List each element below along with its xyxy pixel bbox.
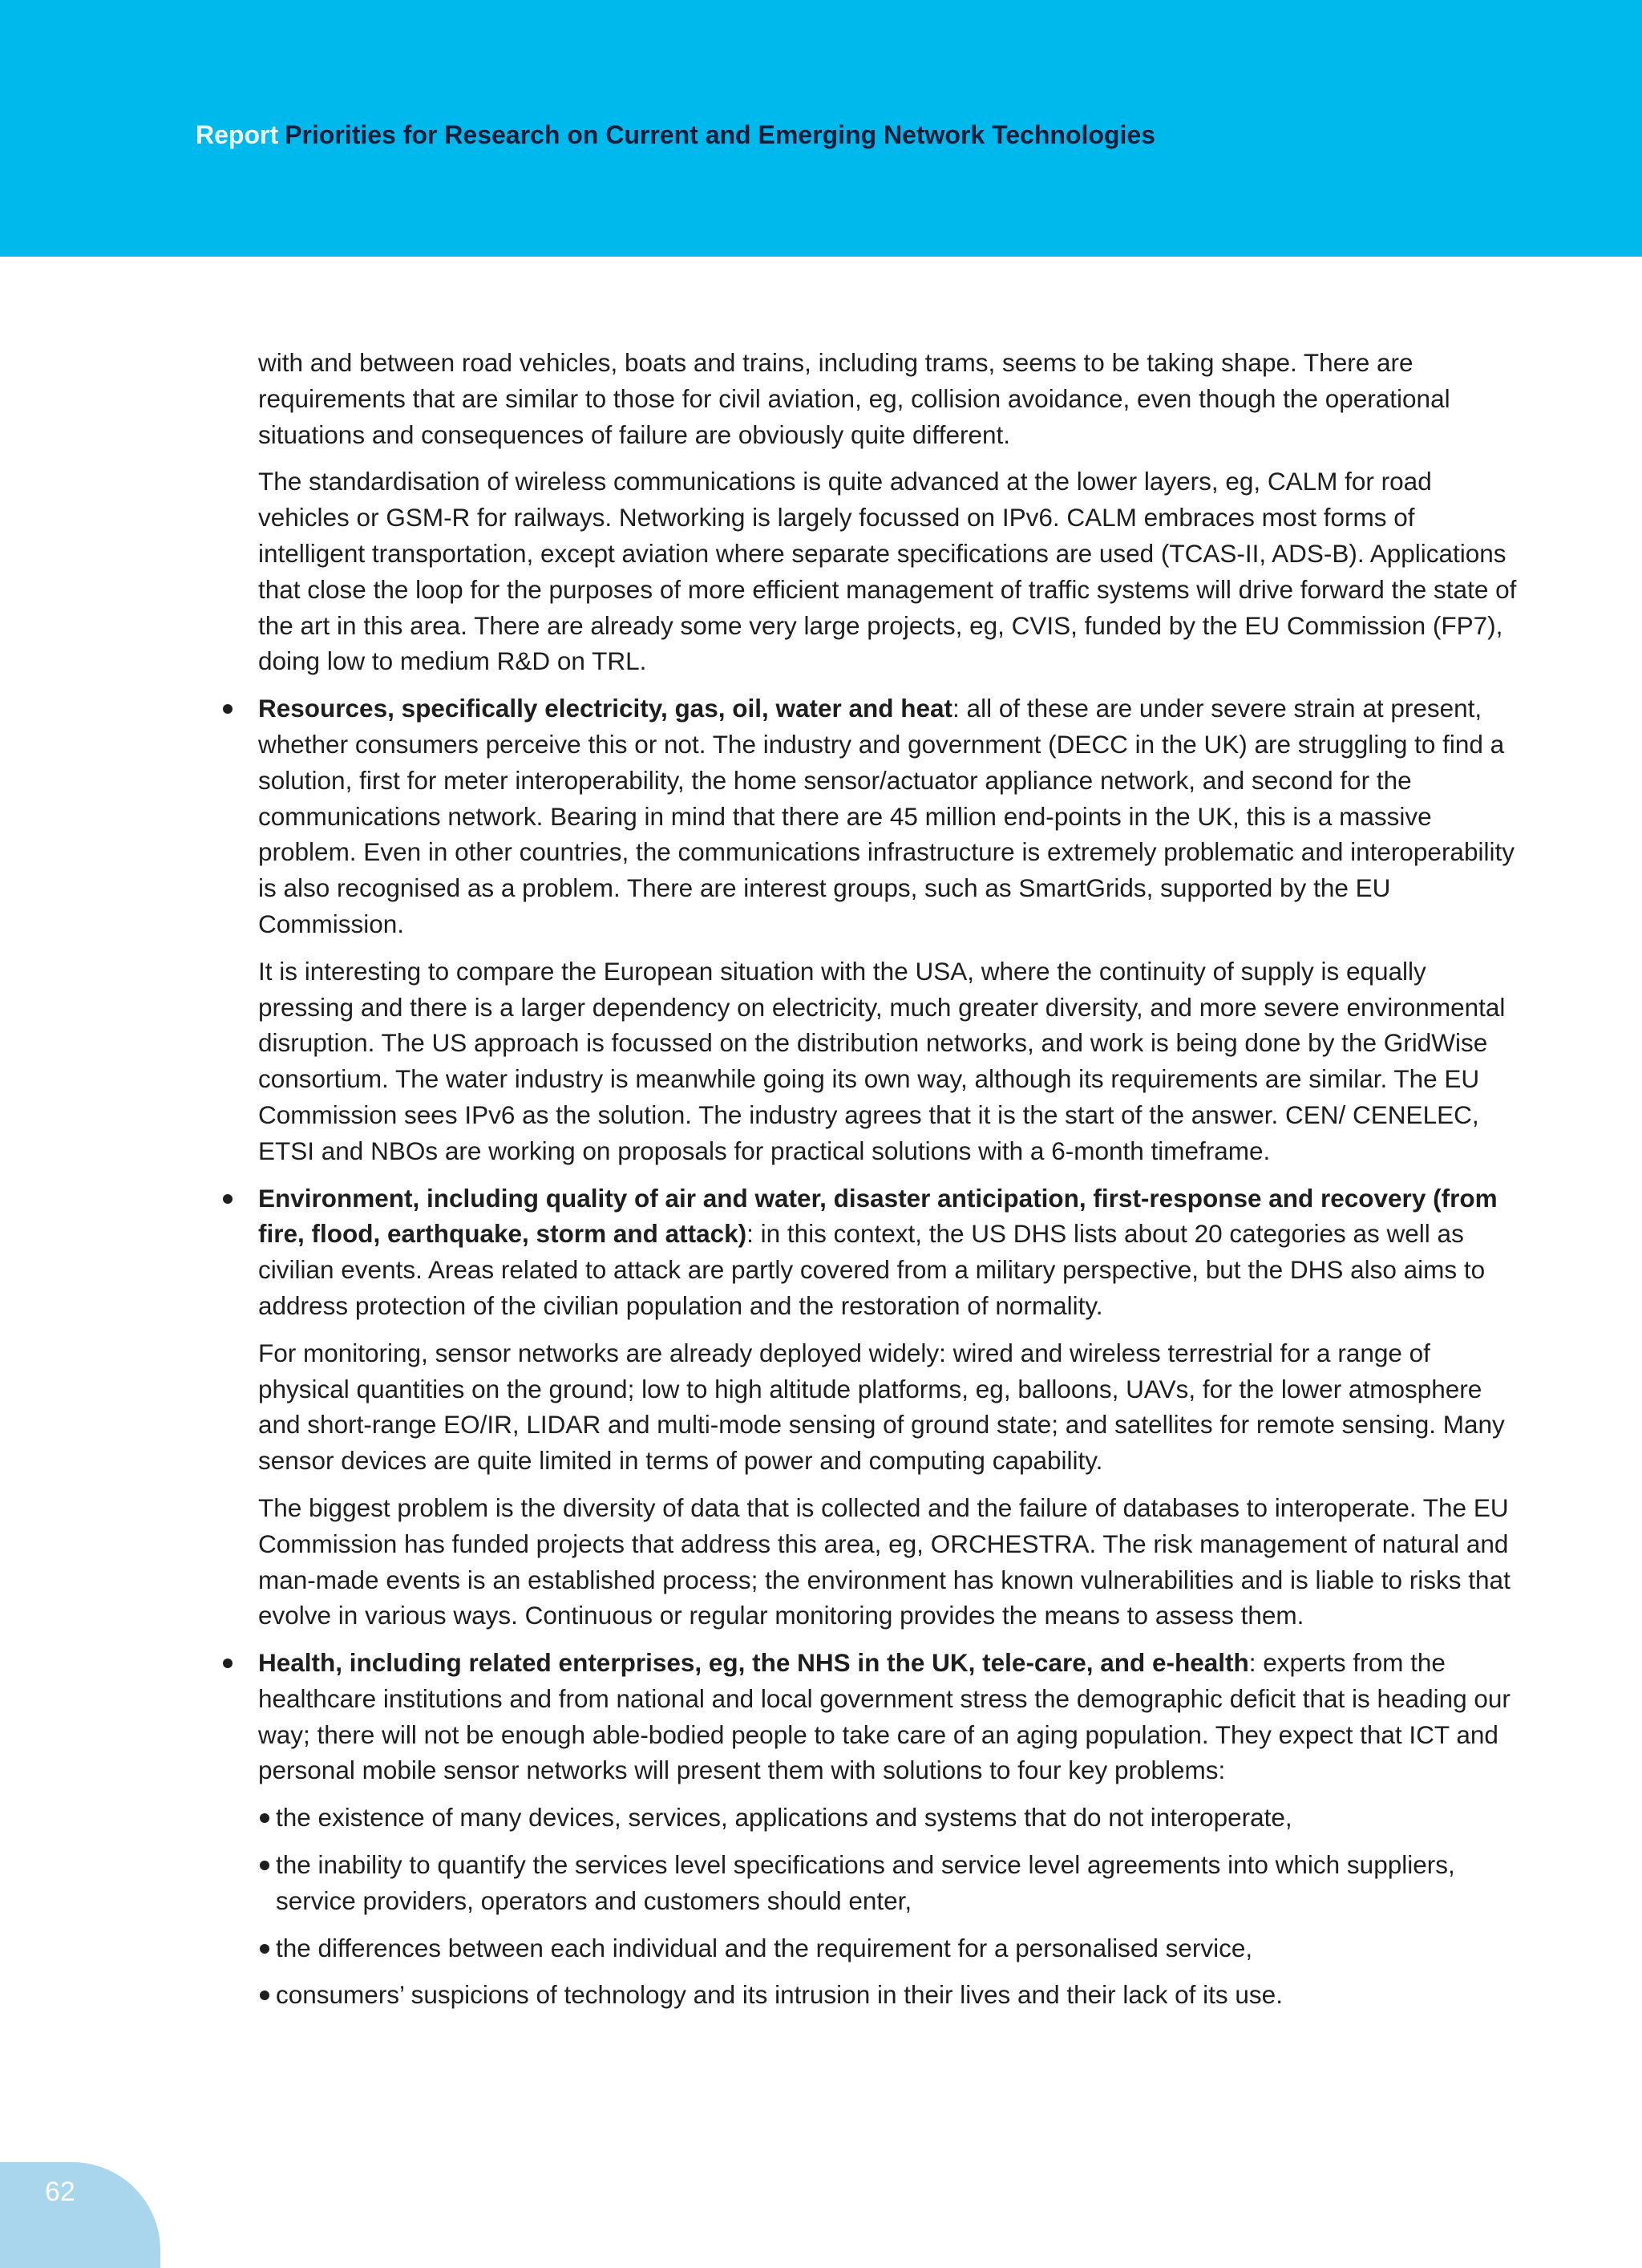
page-header-title	[196, 120, 1155, 150]
bullet-item-resources	[258, 691, 1525, 942]
bullet-dot-icon	[260, 1991, 269, 2000]
sub-bullet-item	[276, 1977, 1525, 2013]
bullet-dot-icon	[260, 1813, 269, 1823]
bullet-heading: Health, including related enterprises, eg, the NHS in the UK, tele-care, and e-health	[258, 1648, 1249, 1678]
bullet-dot-icon	[260, 1944, 269, 1954]
paragraph: The biggest problem is the diversity of data that is collected and the failure of databases to interoperate. The EU Commission has funded projects that address this area, eg, ORCHESTRA. The risk management of natural and man-made events is an established process; the environment has known vulnerabilities and is liable to risks that evolve in various ways. Continuous or regular monitoring provides the means to assess them.	[258, 1492, 1511, 1630]
paragraph: with and between road vehicles, boats and trains, including trams, seems to be taking shape. There are requirements that are similar to those for civil aviation, eg, collision avoidance, even though the operational situations and consequences of failure are obviously quite different.	[258, 348, 1450, 449]
bullet-dot-icon	[260, 1861, 269, 1870]
paragraph: It is interesting to compare the European situation with the USA, where the continuity of supply is equally pressing and there is a larger dependency on electricity, much greater diversity, and more severe environmental disruption. The US approach is focussed on the distribution networks, and work is being done by the GridWise consortium. The water industry is meanwhile going its own way, although its requirements are similar. The EU Commission sees IPv6 as the solution. The industry agrees that it is the start of the answer. CEN/ CENELEC, ETSI and NBOs are working on proposals for practical solutions with a 6-month timeframe.	[258, 956, 1506, 1165]
page-number-tab	[0, 2162, 160, 2268]
sub-bullet-item	[276, 1847, 1525, 1919]
sub-bullet-item	[276, 1930, 1525, 1966]
bullet-heading: Resources, specifically electricity, gas, oil, water and heat	[258, 694, 953, 723]
sub-bullet-text: consumers’ suspicions of technology and its intrusion in their lives and their lack of its use.	[276, 1980, 1283, 2010]
sub-bullet-text: the existence of many devices, services, applications and systems that do not interoperate,	[276, 1803, 1292, 1833]
sub-bullet-text: the inability to quantify the services level specifications and service level agreements into which suppliers, service providers, operators and customers should enter,	[276, 1850, 1455, 1915]
page-number: 62	[45, 2177, 75, 2207]
sub-bullet-text: the differences between each individual and the requirement for a personalised service,	[276, 1933, 1253, 1962]
bullet-heading: Environment, including quality of air and water, disaster anticipation, first-response and recovery (from fire, flood, earthquake, storm and attack)	[258, 1183, 1498, 1249]
bullet-item-health	[258, 1645, 1525, 1788]
sub-bullet-item	[276, 1800, 1525, 1836]
bullet-dot-icon	[223, 1194, 233, 1204]
paragraph: For monitoring, sensor networks are already deployed widely: wired and wireless terrestrial for a range of physical quantities on the ground; low to high altitude platforms, eg, balloons, UAVs, for the lower atmosphere and short-range EO/IR, LIDAR and multi-mode sensing of ground state; and satellites for remote sensing. Many sensor devices are quite limited in terms of power and computing capability.	[258, 1338, 1505, 1476]
report-title: Priorities for Research on Current and Emerging Network Technologies	[285, 120, 1155, 149]
paragraph: The standardisation of wireless communications is quite advanced at the lower layers, eg, CALM for road vehicles or GSM-R for railways. Networking is largely focussed on IPv6. CALM embraces most forms of intelligent transportation, except aviation where separate specifications are used (TCAS-II, ADS-B). Applications that close the loop for the purposes of more efficient management of traffic systems will drive forward the state of the art in this area. There are already some very large projects, eg, CVIS, funded by the EU Commission (FP7), doing low to medium R&D on TRL.	[258, 467, 1517, 676]
bullet-text: : all of these are under severe strain at present, whether consumers perceive this or not. The industry and government (DECC in the UK) are struggling to find a solution, first for meter interoperability, the home sensor/actuator appliance network, and second for the communications network. Bearing in mind that there are 45 million end-points in the UK, this is a massive problem. Even in other countries, the communications infrastructure is extremely problematic and interoperability is also recognised as a problem. There are interest groups, such as SmartGrids, supported by the EU Commission.	[258, 694, 1515, 938]
report-label: Report	[196, 120, 279, 149]
bullet-text: : experts from the healthcare institutions and from national and local government stress the demographic deficit that is heading our way; there will not be enough able-bodied people to take care of an aging population. They expect that ICT and personal mobile sensor networks will present them with solutions to four key problems:	[258, 1648, 1511, 1785]
bullet-item-environment	[258, 1181, 1525, 1324]
bullet-text: : in this context, the US DHS lists about 20 categories as well as civilian events. Areas related to attack are partly covered from a military perspective, but the DHS also aims to address protection of the civilian population and the restoration of normality.	[258, 1219, 1486, 1320]
bullet-dot-icon	[223, 704, 233, 714]
body-content	[258, 345, 1525, 2024]
bullet-dot-icon	[223, 1658, 233, 1668]
